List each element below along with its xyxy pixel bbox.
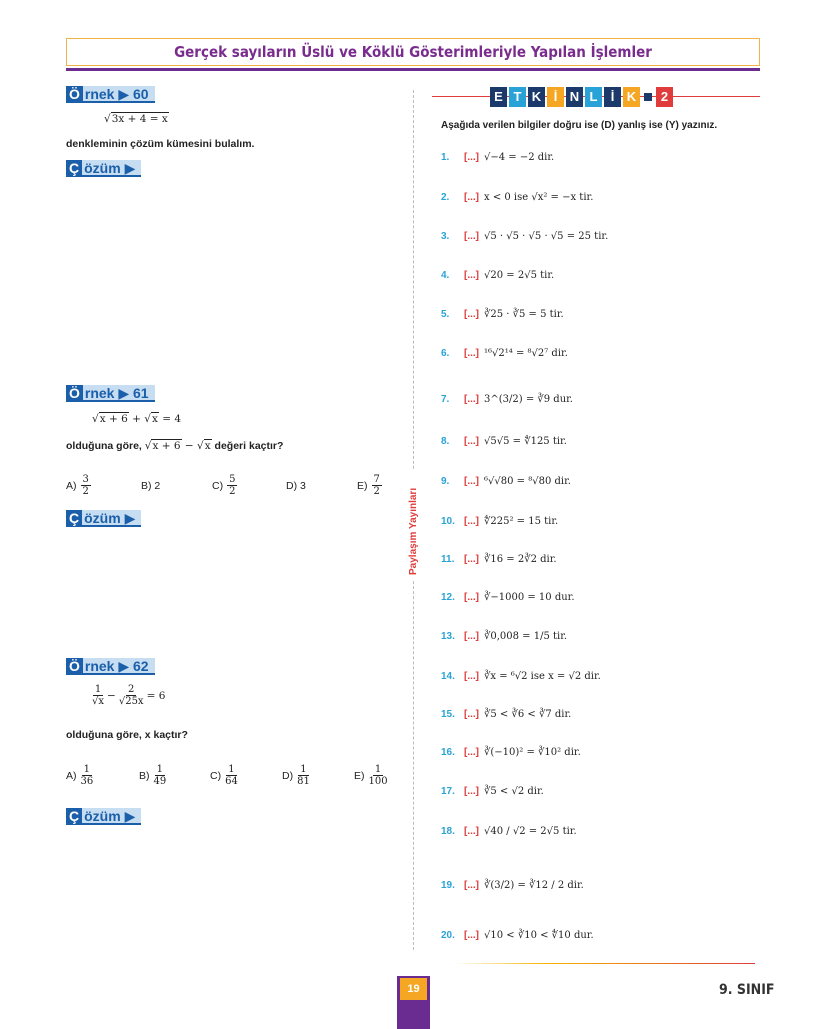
answer-box[interactable]: [...] [464,309,479,320]
item-number: 16. [441,747,455,758]
true-false-item [441,747,581,758]
answer-box[interactable]: [...] [464,930,479,941]
publisher-label: Paylaşım Yayınları [408,487,419,575]
answer-box[interactable]: [...] [464,516,479,527]
grade-label: 9. SINIF [719,982,775,998]
etkinlik-letter: İ [547,87,564,107]
option-b[interactable] [141,480,160,492]
option-label: B) [139,769,150,782]
true-false-item [441,192,593,203]
eq-part: x [151,413,158,425]
answer-box[interactable]: [...] [464,476,479,487]
answer-box[interactable]: [...] [464,709,479,720]
item-number: 9. [441,476,450,487]
item-number: 10. [441,516,455,527]
item-number: 7. [441,394,450,405]
item-statement: √40 / √2 = 2√5 tir. [484,826,577,837]
true-false-item [441,786,544,797]
item-number: 18. [441,826,455,837]
option-a[interactable]: A) $\frac{3}{2}$ [66,474,89,497]
ornek-61-text: olduğuna göre, √x + 6 − √x değeri kaçtır? [66,440,284,452]
tag-label: özüm ▶ [82,510,141,527]
ornek-61-cozum-tag [66,510,141,527]
answer-box[interactable]: [...] [464,786,479,797]
option-b[interactable]: B) $\frac{1}{49}$ [139,764,167,787]
eq-part: = 4 [162,413,182,425]
item-statement: ∛5 < ∛6 < ∛7 dir. [484,709,572,720]
option-a[interactable]: A) $\frac{1}{36}$ [66,764,94,787]
etkinlik-title [490,87,673,107]
footer-rule [455,963,755,964]
true-false-item [441,436,567,447]
ornek-62-cozum-tag [66,808,141,825]
etkinlik-letter: K [528,87,545,107]
text-part: değeri kaçtır? [214,440,284,452]
true-false-item [441,554,557,565]
true-false-item [441,309,564,320]
option-d[interactable] [286,480,306,492]
item-statement: √−4 = −2 dir. [484,152,555,163]
tag-label: rnek ▶ 60 [83,86,155,103]
tag-letter: Ç [66,160,82,177]
item-number: 20. [441,930,455,941]
item-statement: √20 = 2√5 tir. [484,270,555,281]
item-number: 19. [441,880,455,891]
item-number: 5. [441,309,450,320]
answer-box[interactable]: [...] [464,880,479,891]
answer-box[interactable]: [...] [464,671,479,682]
answer-box[interactable]: [...] [464,394,479,405]
option-label: A) [66,769,77,782]
item-statement: 3^(3/2) = ∛9 dur. [484,394,573,405]
option-e[interactable]: E) $\frac{7}{2}$ [357,474,380,497]
tag-letter: Ö [66,658,83,675]
tag-label: rnek ▶ 61 [83,385,155,402]
item-statement: ∛5 < √2 dir. [484,786,544,797]
tag-letter: Ö [66,86,83,103]
true-false-item [441,348,568,359]
item-statement: ∜225² = 15 tir. [484,516,559,527]
ornek-61-tag [66,385,155,402]
answer-box[interactable]: [...] [464,152,479,163]
option-label: D) [282,769,294,782]
tag-letter: Ö [66,385,83,402]
item-number: 4. [441,270,450,281]
ornek-60-tag [66,86,155,103]
ornek-62-equation: $\frac{1}{√x}$ − $\frac{2}{√25x}$ = 6 [92,684,166,707]
item-number: 14. [441,671,455,682]
answer-box[interactable]: [...] [464,747,479,758]
equation-text: 3x + 4 = x [111,113,168,125]
answer-box[interactable]: [...] [464,270,479,281]
etkinlik-letter: K [623,87,640,107]
tag-letter: Ç [66,510,82,527]
item-number: 6. [441,348,450,359]
option-c[interactable]: C) $\frac{1}{64}$ [210,764,238,787]
true-false-item [441,394,573,405]
option-label: B) 2 [141,480,161,492]
item-statement: ∛16 = 2∛2 dir. [484,554,557,565]
item-statement: √5√5 = ∜125 tir. [484,436,567,447]
tag-label: özüm ▶ [82,808,141,825]
option-label: E) [354,769,365,782]
answer-box[interactable]: [...] [464,631,479,642]
item-number: 15. [441,709,455,720]
etkinlik-letter: İ [604,87,621,107]
header-rule [66,68,760,71]
answer-box[interactable]: [...] [464,348,479,359]
ornek-60-cozum-tag [66,160,141,177]
true-false-item [441,516,558,527]
item-statement: ⁶√√80 = ⁸√80 dir. [484,476,571,487]
etkinlik-letter: N [566,87,583,107]
item-number: 8. [441,436,450,447]
option-label: C) [212,479,224,492]
true-false-item [441,592,575,603]
page-number: 19 [400,978,427,1000]
true-false-item [441,930,594,941]
option-label: E) [357,479,368,492]
answer-box[interactable]: [...] [464,436,479,447]
etkinlik-letter: L [585,87,602,107]
answer-box[interactable]: [...] [464,592,479,603]
item-number: 1. [441,152,450,163]
option-label: A) [66,479,77,492]
ornek-62-text: olduğuna göre, x kaçtır? [66,729,188,741]
ornek-60-text: denkleminin çözüm kümesini bulalım. [66,138,255,150]
item-statement: ∛x = ⁶√2 ise x = √2 dir. [484,671,601,682]
tag-label: özüm ▶ [82,160,141,177]
true-false-item [441,231,608,242]
item-statement: √5 · √5 · √5 · √5 = 25 tir. [484,231,609,242]
item-number: 2. [441,192,450,203]
item-number: 13. [441,631,455,642]
eq-part: x + 6 [99,413,128,425]
etkinlik-letter: T [509,87,526,107]
answer-box[interactable]: [...] [464,826,479,837]
item-statement: ∛25 · ∛5 = 5 tir. [484,309,564,320]
ornek-61-equation: √x + 6 + √x = 4 [92,413,182,425]
item-number: 3. [441,231,450,242]
item-statement: ¹⁶√2¹⁴ = ⁸√2⁷ dir. [484,348,568,359]
true-false-item [441,709,571,720]
option-e[interactable]: E) $\frac{1}{100}$ [354,764,388,787]
etkinlik-number: 2 [656,87,673,107]
etkinlik-instruction: Aşağıda verilen bilgiler doğru ise (D) yanlış ise (Y) yazınız. [441,120,718,131]
etkinlik-dot [644,93,652,101]
tag-letter: Ç [66,808,82,825]
item-statement: √10 < ∛10 < ∜10 dur. [484,930,594,941]
answer-box[interactable]: [...] [464,554,479,565]
page-title: Gerçek sayıların Üslü ve Köklü Gösterimleriyle Yapılan İşlemler [66,38,760,66]
option-label: C) [210,769,222,782]
answer-box[interactable]: [...] [464,192,479,203]
item-number: 12. [441,592,455,603]
ornek-62-tag [66,658,155,675]
tag-label: rnek ▶ 62 [83,658,155,675]
true-false-item [441,631,567,642]
true-false-item [441,826,577,837]
item-number: 17. [441,786,455,797]
item-number: 11. [441,554,455,565]
true-false-item [441,152,554,163]
answer-box[interactable]: [...] [464,231,479,242]
etkinlik-letter: E [490,87,507,107]
item-statement: ∛(3/2) = ∛12 / 2 dir. [484,880,584,891]
option-d[interactable]: D) $\frac{1}{81}$ [282,764,310,787]
true-false-item [441,671,601,682]
option-label: D) 3 [286,480,306,492]
item-statement: ∛−1000 = 10 dur. [484,592,575,603]
option-c[interactable]: C) $\frac{5}{2}$ [212,474,236,497]
item-statement: ∛(−10)² = ∛10² dir. [484,747,581,758]
true-false-item [441,270,554,281]
true-false-item [441,476,571,487]
item-statement: x < 0 ise √x² = −x tir. [484,192,594,203]
text-part: olduğuna göre, [66,440,142,452]
item-statement: ∛0,008 = 1/5 tir. [484,631,568,642]
true-false-item [441,880,584,891]
ornek-60-equation: √3x + 4 = x [104,113,168,125]
